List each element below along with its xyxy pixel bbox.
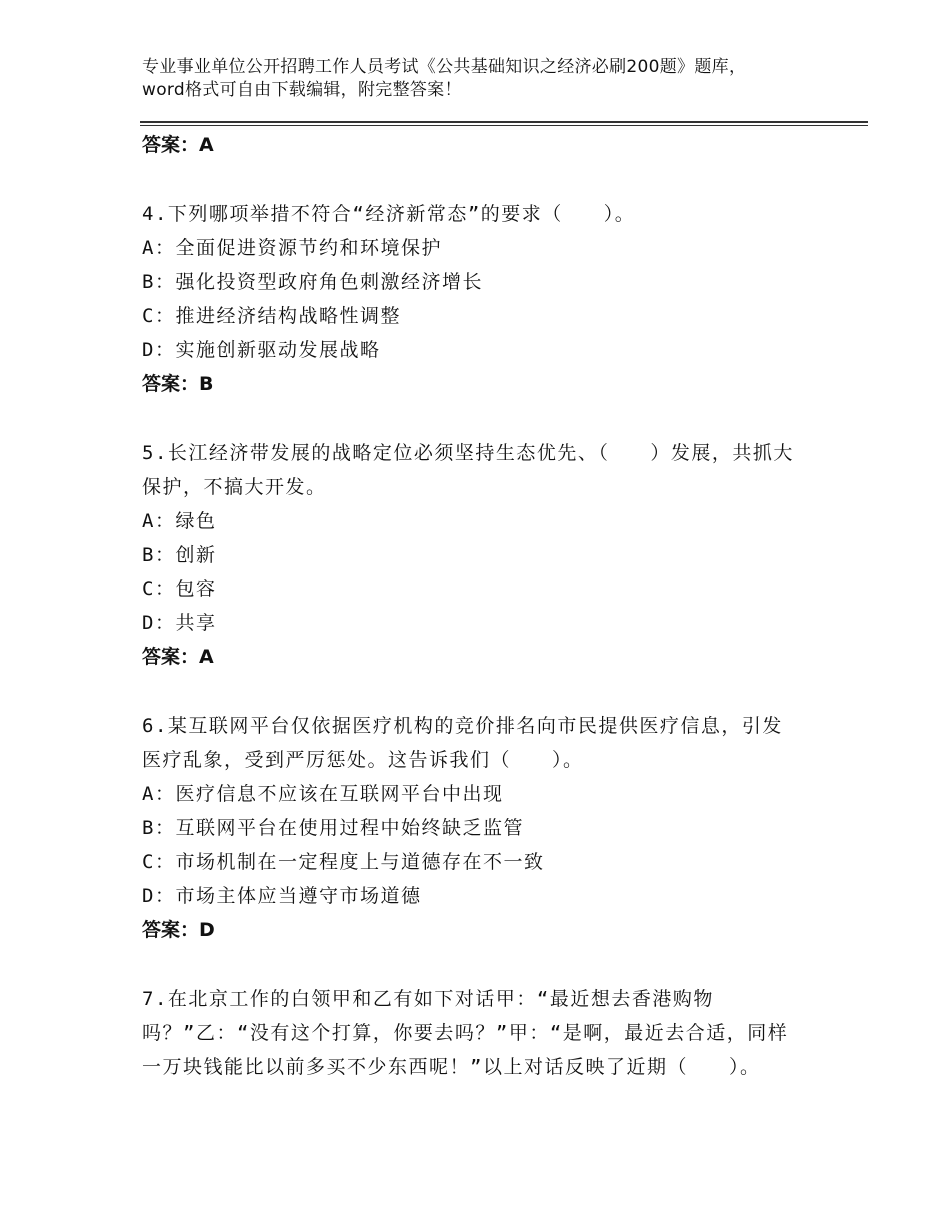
option-a: A：全面促进资源节约和环境保护 xyxy=(142,237,442,259)
question-text: 4.下列哪项举措不符合“经济新常态”的要求（ ）。 xyxy=(142,203,636,225)
question-block xyxy=(142,197,802,401)
option-b: B：互联网平台在使用过程中始终缺乏监管 xyxy=(142,817,524,839)
question-block xyxy=(142,436,802,674)
answer-line: 答案：A xyxy=(142,646,214,668)
answer-line: 答案：B xyxy=(142,373,214,395)
option-a: A：绿色 xyxy=(142,510,217,532)
option-c: C：市场机制在一定程度上与道德存在不一致 xyxy=(142,851,545,873)
option-a: A：医疗信息不应该在互联网平台中出现 xyxy=(142,783,504,805)
document-body xyxy=(142,128,802,1084)
question-text: 6.某互联网平台仅依据医疗机构的竞价排名向市民提供医疗信息，引发医疗乱象，受到严厉惩处。这告诉我们（ ）。 xyxy=(142,715,783,771)
header-divider-thick xyxy=(140,121,868,123)
option-d: D：实施创新驱动发展战略 xyxy=(142,339,381,361)
document-title: 专业事业单位公开招聘工作人员考试《公共基础知识之经济必刷200题》题库，word格式可自由下载编辑，附完整答案！ xyxy=(142,57,747,100)
option-d: D：市场主体应当遵守市场道德 xyxy=(142,885,422,907)
document-header xyxy=(142,56,782,102)
question-block xyxy=(142,709,802,947)
header-divider-thin xyxy=(140,125,868,126)
question-text: 5.长江经济带发展的战略定位必须坚持生态优先、（ ）发展，共抓大保护，不搞大开发。 xyxy=(142,442,794,498)
option-c: C：包容 xyxy=(142,578,217,600)
question-block xyxy=(142,982,802,1084)
option-d: D：共享 xyxy=(142,612,217,634)
question-text: 7.在北京工作的白领甲和乙有如下对话甲：“最近想去香港购物吗？”乙：“没有这个打算，你要去吗？”甲：“是啊，最近去合适，同样一万块钱能比以前多买不少东西呢！”以上对话反映了近期（ ）。 xyxy=(142,988,789,1078)
option-b: B：创新 xyxy=(142,544,217,566)
option-b: B：强化投资型政府角色刺激经济增长 xyxy=(142,271,483,293)
option-c: C：推进经济结构战略性调整 xyxy=(142,305,401,327)
answer-line: 答案：A xyxy=(142,134,214,156)
answer-line: 答案：D xyxy=(142,919,215,941)
